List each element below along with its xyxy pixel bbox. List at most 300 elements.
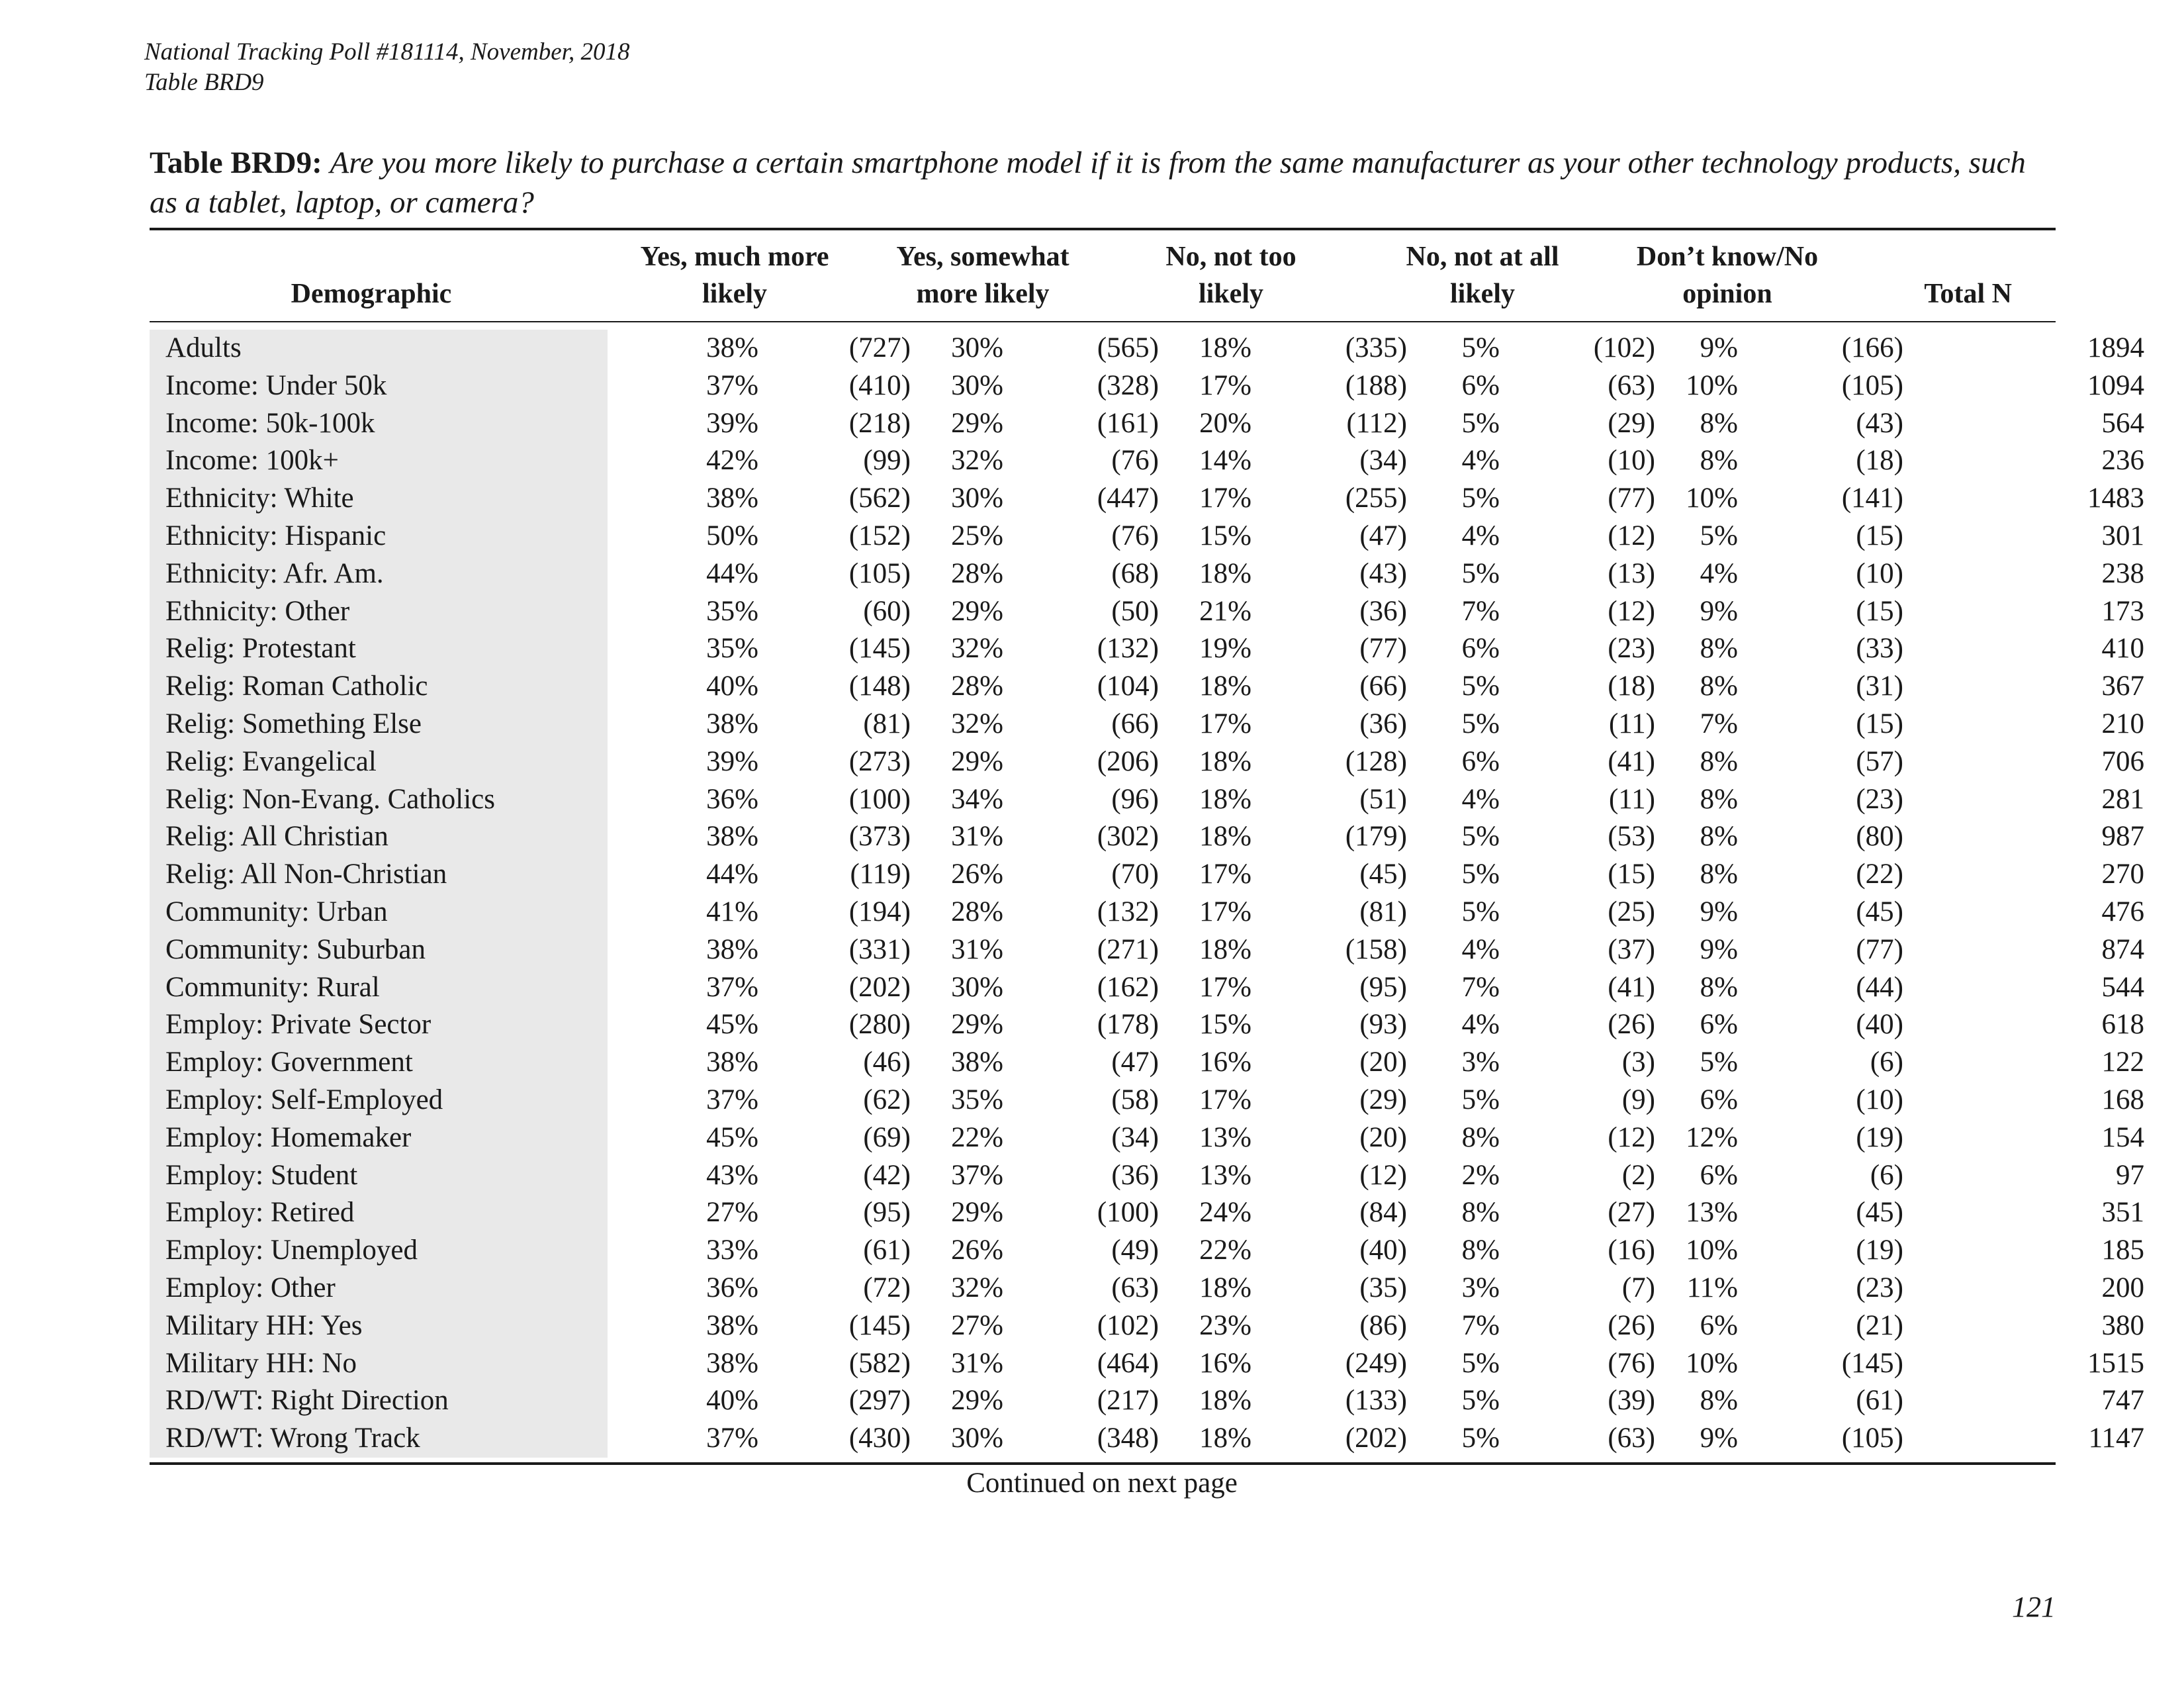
cell-total-n: 173 [2101, 595, 2144, 627]
row-label: Employ: Homemaker [165, 1121, 412, 1153]
cell-dont-know-count: (10) [1856, 1084, 1903, 1115]
cell-yes-much-pct: 41% [706, 896, 758, 927]
cell-yes-much-pct: 36% [706, 783, 758, 815]
cell-not-at-all-pct: 7% [1461, 1309, 1500, 1341]
cell-yes-somewhat-count: (161) [1097, 407, 1159, 439]
cell-total-n: 1515 [2087, 1347, 2144, 1379]
header-line: likely [1449, 279, 1515, 309]
cell-not-at-all-pct: 5% [1461, 407, 1500, 439]
cell-dont-know-count: (166) [1841, 332, 1903, 363]
cell-yes-somewhat-count: (68) [1111, 557, 1159, 589]
header-no-not-at-all-likely [1363, 238, 1602, 312]
cell-total-n: 154 [2101, 1121, 2144, 1153]
cell-not-too-count: (77) [1359, 633, 1407, 665]
cell-yes-somewhat-count: (66) [1111, 708, 1159, 739]
row-label: Military HH: No [165, 1347, 357, 1379]
cell-yes-somewhat-pct: 32% [951, 708, 1003, 739]
table-row [150, 1307, 2144, 1345]
continued-note: Continued on next page [966, 1468, 1238, 1499]
cell-total-n: 210 [2101, 708, 2144, 739]
cell-not-too-pct: 17% [1199, 708, 1251, 739]
cell-dont-know-count: (19) [1856, 1121, 1903, 1153]
cell-total-n: 301 [2101, 520, 2144, 551]
cell-not-at-all-pct: 4% [1461, 520, 1500, 551]
cell-not-too-count: (29) [1359, 1084, 1407, 1115]
header-total-n: Total N [1924, 279, 2012, 309]
cell-total-n: 410 [2101, 633, 2144, 665]
cell-not-too-pct: 17% [1199, 483, 1251, 514]
row-label: Ethnicity: Other [165, 595, 350, 627]
header-dont-know-no-opinion [1602, 238, 1853, 312]
cell-not-at-all-count: (23) [1608, 633, 1655, 665]
row-label: Relig: All Non-Christian [165, 859, 447, 890]
cell-not-at-all-pct: 6% [1461, 369, 1500, 401]
cell-not-at-all-count: (25) [1608, 896, 1655, 927]
cell-yes-somewhat-count: (47) [1111, 1047, 1159, 1078]
cell-yes-much-count: (562) [848, 483, 911, 514]
cell-yes-somewhat-pct: 29% [951, 407, 1003, 439]
cell-dont-know-pct: 9% [1700, 896, 1738, 927]
cell-dont-know-pct: 8% [1700, 445, 1738, 477]
cell-not-at-all-count: (12) [1608, 595, 1655, 627]
cell-yes-somewhat-pct: 28% [951, 896, 1003, 927]
row-label: Employ: Student [165, 1159, 358, 1191]
cell-not-at-all-pct: 2% [1461, 1159, 1500, 1191]
cell-dont-know-count: (141) [1841, 483, 1903, 514]
row-label: RD/WT: Wrong Track [165, 1423, 420, 1454]
cell-not-too-pct: 17% [1199, 896, 1251, 927]
cell-not-at-all-pct: 4% [1461, 933, 1500, 965]
cell-not-too-pct: 21% [1199, 595, 1251, 627]
cell-yes-somewhat-pct: 26% [951, 1235, 1003, 1266]
cell-not-too-pct: 16% [1199, 1347, 1251, 1379]
cell-yes-somewhat-pct: 29% [951, 595, 1003, 627]
cell-not-too-count: (95) [1359, 971, 1407, 1003]
cell-yes-much-pct: 38% [706, 821, 758, 853]
row-label: Income: 100k+ [165, 445, 339, 477]
cell-not-too-count: (255) [1345, 483, 1407, 514]
cell-not-at-all-count: (63) [1608, 369, 1655, 401]
cell-dont-know-pct: 12% [1686, 1121, 1738, 1153]
top-rule [150, 228, 2056, 230]
cell-not-at-all-count: (76) [1608, 1347, 1655, 1379]
row-label: Adults [165, 332, 242, 363]
cell-not-at-all-pct: 8% [1461, 1235, 1500, 1266]
cell-yes-much-count: (218) [848, 407, 911, 439]
cell-not-too-pct: 15% [1199, 1009, 1251, 1041]
cell-dont-know-count: (19) [1856, 1235, 1903, 1266]
cell-yes-much-count: (95) [863, 1197, 911, 1229]
cell-yes-much-pct: 38% [706, 332, 758, 363]
table-row [150, 706, 2144, 743]
cell-dont-know-pct: 9% [1700, 332, 1738, 363]
cell-not-at-all-pct: 3% [1461, 1047, 1500, 1078]
cell-yes-somewhat-count: (70) [1111, 859, 1159, 890]
table-row [150, 593, 2144, 631]
cell-dont-know-pct: 8% [1700, 407, 1738, 439]
cell-dont-know-pct: 6% [1700, 1159, 1738, 1191]
cell-dont-know-count: (22) [1856, 859, 1903, 890]
cell-not-too-count: (43) [1359, 557, 1407, 589]
cell-dont-know-pct: 10% [1686, 1347, 1738, 1379]
cell-yes-much-count: (582) [848, 1347, 911, 1379]
cell-not-at-all-pct: 5% [1461, 483, 1500, 514]
table-row [150, 1082, 2144, 1119]
table-row [150, 330, 2144, 367]
cell-yes-somewhat-pct: 25% [951, 520, 1003, 551]
cell-yes-much-pct: 35% [706, 633, 758, 665]
row-label: Relig: Evangelical [165, 745, 377, 777]
cell-total-n: 1483 [2087, 483, 2144, 514]
cell-not-at-all-count: (102) [1593, 332, 1655, 363]
row-label: Military HH: Yes [165, 1309, 363, 1341]
cell-not-too-pct: 18% [1199, 821, 1251, 853]
caption-question: Are you more likely to purchase a certain smartphone model if it is from the same manufacturer as your other technology products, such as a tablet, laptop, or camera? [150, 146, 2026, 220]
cell-yes-somewhat-count: (348) [1097, 1423, 1159, 1454]
cell-not-at-all-count: (41) [1608, 971, 1655, 1003]
cell-dont-know-count: (45) [1856, 1197, 1903, 1229]
cell-yes-much-pct: 35% [706, 595, 758, 627]
cell-dont-know-count: (61) [1856, 1385, 1903, 1417]
cell-yes-somewhat-count: (328) [1097, 369, 1159, 401]
cell-dont-know-count: (18) [1856, 445, 1903, 477]
cell-yes-somewhat-count: (132) [1097, 896, 1159, 927]
cell-not-at-all-pct: 6% [1461, 633, 1500, 665]
cell-total-n: 168 [2101, 1084, 2144, 1115]
header-line: opinion [1682, 279, 1772, 309]
cell-yes-much-count: (62) [863, 1084, 911, 1115]
cell-not-too-count: (249) [1345, 1347, 1407, 1379]
header-line: likely [1198, 279, 1263, 309]
cell-dont-know-count: (33) [1856, 633, 1903, 665]
row-label: RD/WT: Right Direction [165, 1385, 449, 1417]
cell-not-too-count: (40) [1359, 1235, 1407, 1266]
cell-not-too-count: (81) [1359, 896, 1407, 927]
cell-not-too-count: (133) [1345, 1385, 1407, 1417]
cell-dont-know-pct: 8% [1700, 671, 1738, 702]
cell-total-n: 351 [2101, 1197, 2144, 1229]
table-row [150, 1044, 2144, 1082]
row-label: Income: 50k-100k [165, 407, 375, 439]
cell-total-n: 564 [2101, 407, 2144, 439]
cell-total-n: 987 [2101, 821, 2144, 853]
table-caption [150, 143, 2056, 222]
cell-not-at-all-count: (3) [1621, 1047, 1655, 1078]
cell-dont-know-pct: 10% [1686, 1235, 1738, 1266]
cell-yes-somewhat-pct: 29% [951, 745, 1003, 777]
cell-not-at-all-pct: 5% [1461, 671, 1500, 702]
cell-dont-know-pct: 5% [1700, 520, 1738, 551]
cell-not-at-all-pct: 5% [1461, 821, 1500, 853]
cell-not-too-count: (12) [1359, 1159, 1407, 1191]
cell-yes-somewhat-count: (104) [1097, 671, 1159, 702]
header-yes-somewhat-more-likely [860, 238, 1105, 312]
cell-not-at-all-count: (15) [1608, 859, 1655, 890]
row-label: Ethnicity: White [165, 483, 354, 514]
cell-dont-know-pct: 8% [1700, 821, 1738, 853]
cell-yes-somewhat-pct: 31% [951, 821, 1003, 853]
row-label: Employ: Unemployed [165, 1235, 418, 1266]
cell-yes-somewhat-pct: 31% [951, 933, 1003, 965]
cell-yes-somewhat-pct: 28% [951, 671, 1003, 702]
cell-yes-somewhat-count: (162) [1097, 971, 1159, 1003]
table-row [150, 480, 2144, 518]
cell-yes-somewhat-count: (565) [1097, 332, 1159, 363]
cell-yes-somewhat-count: (63) [1111, 1272, 1159, 1303]
cell-dont-know-pct: 5% [1700, 1047, 1738, 1078]
cell-yes-much-count: (145) [848, 1309, 911, 1341]
cell-yes-somewhat-pct: 29% [951, 1385, 1003, 1417]
cell-dont-know-count: (57) [1856, 745, 1903, 777]
cell-yes-somewhat-count: (96) [1111, 783, 1159, 815]
caption-label: Table BRD9: [150, 146, 322, 180]
cell-not-too-count: (47) [1359, 520, 1407, 551]
table-row [150, 1420, 2144, 1458]
table-row [150, 442, 2144, 480]
header-line: more likely [916, 279, 1050, 309]
cell-yes-somewhat-count: (34) [1111, 1121, 1159, 1153]
cell-not-at-all-count: (41) [1608, 745, 1655, 777]
cell-not-at-all-count: (12) [1608, 1121, 1655, 1153]
cell-not-too-pct: 16% [1199, 1047, 1251, 1078]
cell-dont-know-count: (15) [1856, 708, 1903, 739]
cell-yes-much-pct: 45% [706, 1121, 758, 1153]
cell-not-too-pct: 18% [1199, 933, 1251, 965]
cell-not-too-count: (128) [1345, 745, 1407, 777]
cell-total-n: 97 [2116, 1159, 2144, 1191]
cell-yes-much-count: (194) [848, 896, 911, 927]
cell-yes-much-count: (273) [848, 745, 911, 777]
cell-yes-much-count: (61) [863, 1235, 911, 1266]
cell-total-n: 618 [2101, 1009, 2144, 1041]
cell-yes-much-pct: 39% [706, 745, 758, 777]
cell-yes-much-count: (60) [863, 595, 911, 627]
row-label: Community: Urban [165, 896, 388, 927]
cell-yes-somewhat-pct: 32% [951, 633, 1003, 665]
cell-total-n: 270 [2101, 859, 2144, 890]
cell-total-n: 706 [2101, 745, 2144, 777]
cell-total-n: 367 [2101, 671, 2144, 702]
cell-not-at-all-count: (53) [1608, 821, 1655, 853]
cell-dont-know-pct: 13% [1686, 1197, 1738, 1229]
cell-yes-much-count: (105) [848, 557, 911, 589]
cell-total-n: 122 [2101, 1047, 2144, 1078]
cell-yes-somewhat-pct: 26% [951, 859, 1003, 890]
cell-not-too-pct: 18% [1199, 557, 1251, 589]
cell-dont-know-pct: 7% [1700, 708, 1738, 739]
cell-yes-somewhat-pct: 27% [951, 1309, 1003, 1341]
cell-yes-much-pct: 37% [706, 369, 758, 401]
cell-dont-know-count: (6) [1870, 1159, 1903, 1191]
cell-not-at-all-count: (26) [1608, 1009, 1655, 1041]
cell-yes-somewhat-count: (36) [1111, 1159, 1159, 1191]
cell-yes-much-pct: 38% [706, 483, 758, 514]
cell-not-at-all-pct: 5% [1461, 896, 1500, 927]
cell-not-at-all-pct: 7% [1461, 971, 1500, 1003]
cell-dont-know-pct: 6% [1700, 1309, 1738, 1341]
row-label: Relig: Something Else [165, 708, 422, 739]
cell-dont-know-pct: 9% [1700, 933, 1738, 965]
cell-total-n: 185 [2101, 1235, 2144, 1266]
cell-not-at-all-pct: 6% [1461, 745, 1500, 777]
cell-yes-much-count: (46) [863, 1047, 911, 1078]
cell-not-at-all-pct: 5% [1461, 1347, 1500, 1379]
cell-dont-know-count: (145) [1841, 1347, 1903, 1379]
cell-yes-somewhat-pct: 32% [951, 445, 1003, 477]
cell-yes-somewhat-pct: 30% [951, 332, 1003, 363]
cell-yes-much-pct: 27% [706, 1197, 758, 1229]
cell-not-at-all-count: (11) [1608, 708, 1655, 739]
page-number: 121 [2012, 1591, 2056, 1623]
cell-total-n: 747 [2101, 1385, 2144, 1417]
cell-not-too-pct: 23% [1199, 1309, 1251, 1341]
cell-not-too-count: (51) [1359, 783, 1407, 815]
cell-dont-know-count: (43) [1856, 407, 1903, 439]
table-row [150, 1345, 2144, 1383]
cell-yes-somewhat-pct: 35% [951, 1084, 1003, 1115]
cell-not-at-all-count: (27) [1608, 1197, 1655, 1229]
cell-dont-know-count: (31) [1856, 671, 1903, 702]
table-row [150, 1157, 2144, 1195]
table-row [150, 555, 2144, 593]
cell-not-too-count: (112) [1346, 407, 1407, 439]
cell-yes-somewhat-count: (100) [1097, 1197, 1159, 1229]
cell-dont-know-pct: 10% [1686, 369, 1738, 401]
cell-dont-know-count: (77) [1856, 933, 1903, 965]
cell-yes-much-count: (202) [848, 971, 911, 1003]
cell-yes-somewhat-count: (58) [1111, 1084, 1159, 1115]
row-label: Income: Under 50k [165, 369, 387, 401]
cell-not-too-count: (36) [1359, 708, 1407, 739]
cell-not-at-all-count: (16) [1608, 1235, 1655, 1266]
cell-not-too-pct: 13% [1199, 1159, 1251, 1191]
cell-yes-somewhat-count: (302) [1097, 821, 1159, 853]
cell-yes-much-pct: 40% [706, 1385, 758, 1417]
cell-not-too-count: (202) [1345, 1423, 1407, 1454]
cell-not-at-all-count: (10) [1608, 445, 1655, 477]
table-row [150, 1119, 2144, 1157]
cell-yes-somewhat-pct: 31% [951, 1347, 1003, 1379]
cell-yes-somewhat-count: (50) [1111, 595, 1159, 627]
cell-total-n: 476 [2101, 896, 2144, 927]
cell-yes-much-pct: 39% [706, 407, 758, 439]
cell-yes-somewhat-count: (206) [1097, 745, 1159, 777]
table-row [150, 668, 2144, 706]
cell-total-n: 238 [2101, 557, 2144, 589]
cell-not-at-all-pct: 5% [1461, 1385, 1500, 1417]
cell-not-too-count: (86) [1359, 1309, 1407, 1341]
cell-yes-much-count: (145) [848, 633, 911, 665]
cell-yes-much-pct: 45% [706, 1009, 758, 1041]
cell-yes-much-count: (119) [850, 859, 911, 890]
cell-dont-know-count: (23) [1856, 783, 1903, 815]
cell-yes-much-pct: 38% [706, 1047, 758, 1078]
cell-not-too-pct: 20% [1199, 407, 1251, 439]
cell-yes-much-pct: 44% [706, 859, 758, 890]
cell-dont-know-count: (44) [1856, 971, 1903, 1003]
cell-yes-much-pct: 40% [706, 671, 758, 702]
cell-not-at-all-count: (13) [1608, 557, 1655, 589]
cell-dont-know-count: (45) [1856, 896, 1903, 927]
cell-not-at-all-count: (11) [1608, 783, 1655, 815]
cell-not-too-pct: 13% [1199, 1121, 1251, 1153]
table-row [150, 367, 2144, 405]
cell-not-at-all-pct: 4% [1461, 783, 1500, 815]
cell-not-at-all-pct: 5% [1461, 557, 1500, 589]
header-rule [150, 321, 2056, 322]
cell-total-n: 874 [2101, 933, 2144, 965]
cell-not-too-pct: 18% [1199, 332, 1251, 363]
row-label: Ethnicity: Afr. Am. [165, 557, 384, 589]
table-row [150, 1270, 2144, 1307]
cell-yes-somewhat-pct: 30% [951, 971, 1003, 1003]
cell-dont-know-pct: 8% [1700, 859, 1738, 890]
cell-not-at-all-count: (77) [1608, 483, 1655, 514]
cell-yes-much-count: (297) [848, 1385, 911, 1417]
cell-yes-much-pct: 44% [706, 557, 758, 589]
cell-yes-much-count: (152) [848, 520, 911, 551]
running-head [144, 37, 629, 98]
cell-yes-somewhat-pct: 28% [951, 557, 1003, 589]
cell-yes-somewhat-count: (76) [1111, 520, 1159, 551]
cell-not-at-all-count: (9) [1621, 1084, 1655, 1115]
cell-yes-somewhat-pct: 32% [951, 1272, 1003, 1303]
table-row [150, 969, 2144, 1007]
cell-total-n: 1147 [2088, 1423, 2144, 1454]
cell-dont-know-pct: 8% [1700, 633, 1738, 665]
cell-yes-much-count: (72) [863, 1272, 911, 1303]
cell-yes-somewhat-pct: 30% [951, 369, 1003, 401]
header-line: Yes, somewhat [896, 242, 1069, 272]
running-head-title: National Tracking Poll #181114, November, 2018 [144, 38, 630, 66]
cell-yes-much-pct: 37% [706, 971, 758, 1003]
running-head-table: Table BRD9 [144, 69, 264, 96]
cell-yes-somewhat-count: (271) [1097, 933, 1159, 965]
table-row [150, 894, 2144, 931]
cell-yes-somewhat-count: (217) [1097, 1385, 1159, 1417]
cell-not-at-all-count: (39) [1608, 1385, 1655, 1417]
table-row [150, 781, 2144, 819]
row-label: Employ: Self-Employed [165, 1084, 443, 1115]
cell-yes-much-pct: 38% [706, 708, 758, 739]
cell-dont-know-pct: 8% [1700, 745, 1738, 777]
cell-yes-much-count: (373) [848, 821, 911, 853]
cell-yes-much-pct: 36% [706, 1272, 758, 1303]
cell-yes-much-count: (148) [848, 671, 911, 702]
cell-not-too-count: (20) [1359, 1121, 1407, 1153]
cell-not-too-count: (84) [1359, 1197, 1407, 1229]
cell-yes-much-count: (42) [863, 1159, 911, 1191]
cell-yes-much-count: (81) [863, 708, 911, 739]
cell-not-at-all-count: (7) [1621, 1272, 1655, 1303]
header-line: likely [702, 279, 767, 309]
row-label: Ethnicity: Hispanic [165, 520, 387, 551]
cell-not-at-all-pct: 5% [1461, 859, 1500, 890]
cell-not-too-pct: 22% [1199, 1235, 1251, 1266]
cell-not-too-pct: 19% [1199, 633, 1251, 665]
header-yes-much-more-likely [615, 238, 854, 312]
cell-yes-much-count: (410) [848, 369, 911, 401]
cell-not-too-pct: 18% [1199, 1423, 1251, 1454]
cell-yes-much-pct: 33% [706, 1235, 758, 1266]
cell-not-at-all-count: (37) [1608, 933, 1655, 965]
cell-yes-much-pct: 42% [706, 445, 758, 477]
cell-yes-somewhat-pct: 22% [951, 1121, 1003, 1153]
cell-not-at-all-count: (2) [1621, 1159, 1655, 1191]
cell-yes-much-count: (100) [848, 783, 911, 815]
cell-not-too-count: (188) [1345, 369, 1407, 401]
cell-not-too-count: (179) [1345, 821, 1407, 853]
